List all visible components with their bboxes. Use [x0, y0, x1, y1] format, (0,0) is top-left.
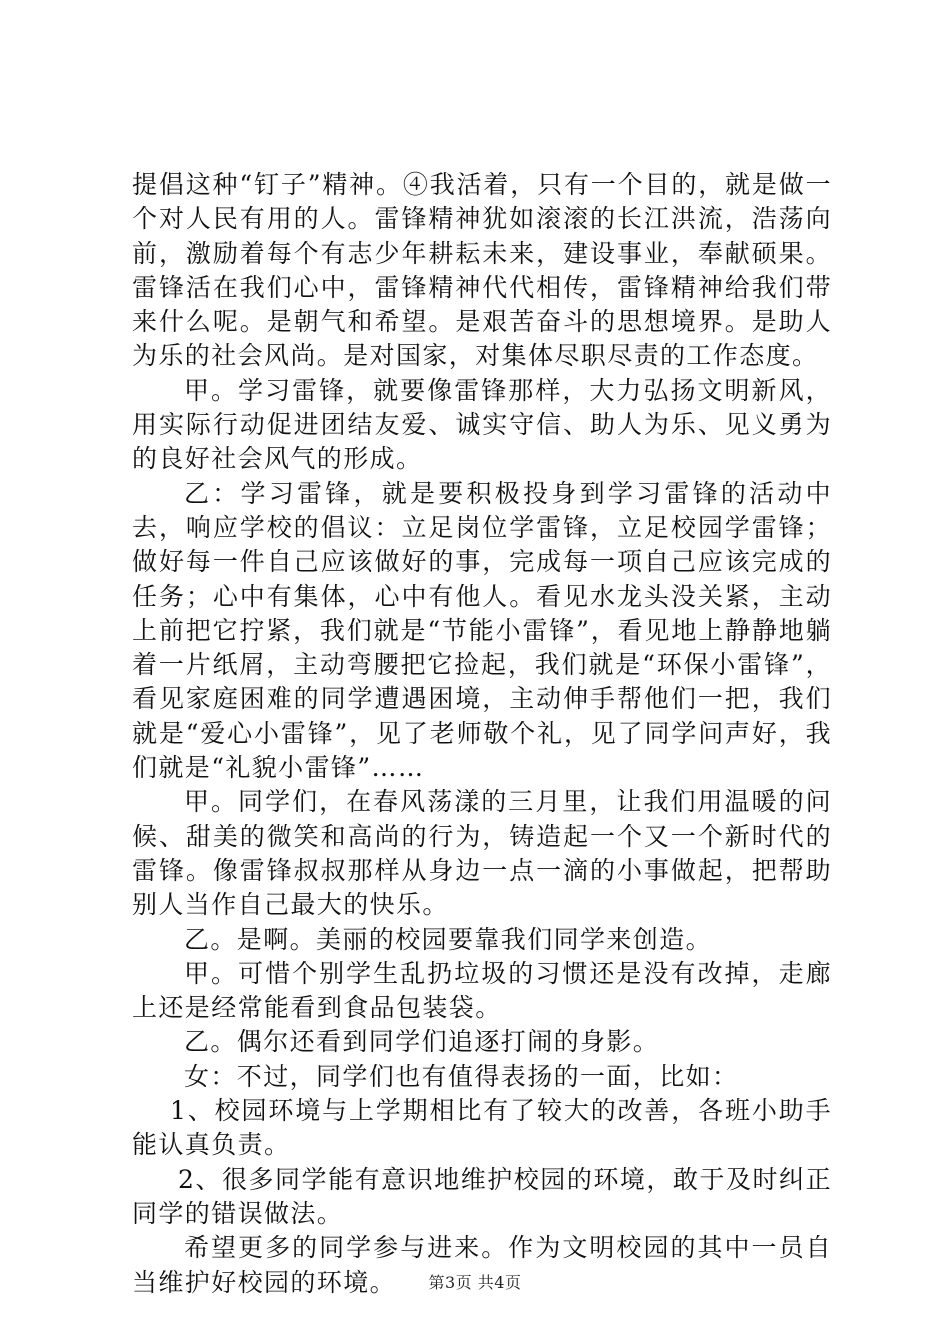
- page-number-footer: 第3页 共4页: [428, 1273, 522, 1292]
- paragraph-10: 2、很多同学能有意识地维护校园的环境，敢于及时纠正同学的错误做法。: [132, 1164, 832, 1228]
- document-body: [132, 168, 832, 1300]
- paragraph-5: 乙。是啊。美丽的校园要靠我们同学来创造。: [184, 924, 713, 954]
- paragraph-1: 提倡这种“钉子”精神。④我活着，只有一个目的，就是做一个对人民有用的人。雷锋精神犹如滚滚的长江洪流，浩荡向前，激励着每个有志少年耕耘未来，建设事业，奉献硕果。雷锋活在我们心中，雷锋精神代代相传，雷锋精神给我们带来什么呢。是朝气和希望。是艰苦奋斗的思想境界。是助人为乐的社会风尚。是对国家，对集体尽职尽责的工作态度。: [132, 170, 832, 371]
- paragraph-6: 甲。可惜个别学生乱扔垃圾的习惯还是没有改掉，走廊上还是经常能看到食品包装袋。: [132, 958, 832, 1023]
- paragraph-3: 乙：学习雷锋，就是要积极投身到学习雷锋的活动中去，响应学校的倡议：立足岗位学雷锋，立足校园学雷锋；做好每一件自己应该做好的事，完成每一项自己应该完成的任务；心中有集体，心中有他人。看见水龙头没关紧，主动上前把它拧紧，我们就是“节能小雷锋”，看见地上静静地躺着一片纸屑，主动弯腰把它捡起，我们就是“环保小雷锋”，看见家庭困难的同学遭遇困境，主动伸手帮他们一把，我们就是“爱心小雷锋”，见了老师敬个礼，见了同学问声好，我们就是“礼貌小雷锋”……: [132, 478, 832, 783]
- paragraph-8: 女：不过，同学们也有值得表扬的一面，比如：: [184, 1061, 739, 1091]
- paragraph-4: 甲。同学们，在春风荡漾的三月里，让我们用温暖的问候、甜美的微笑和高尚的行为，铸造起一个又一个新时代的雷锋。像雷锋叔叔那样从身边一点一滴的小事做起，把帮助别人当作自己最大的快乐。: [132, 787, 832, 920]
- paragraph-9: 1、校园环境与上学期相比有了较大的改善，各班小助手能认真负责。: [132, 1096, 832, 1160]
- paragraph-2: 甲。学习雷锋，就要像雷锋那样，大力弘扬文明新风，用实际行动促进团结友爱、诚实守信、助人为乐、见义勇为的良好社会风气的形成。: [132, 375, 832, 474]
- paragraph-11: 希望更多的同学参与进来。作为文明校园的其中一员自当维护好校园的环境。: [132, 1233, 832, 1297]
- paragraph-7: 乙。偶尔还看到同学们追逐打闹的身影。: [184, 1027, 660, 1057]
